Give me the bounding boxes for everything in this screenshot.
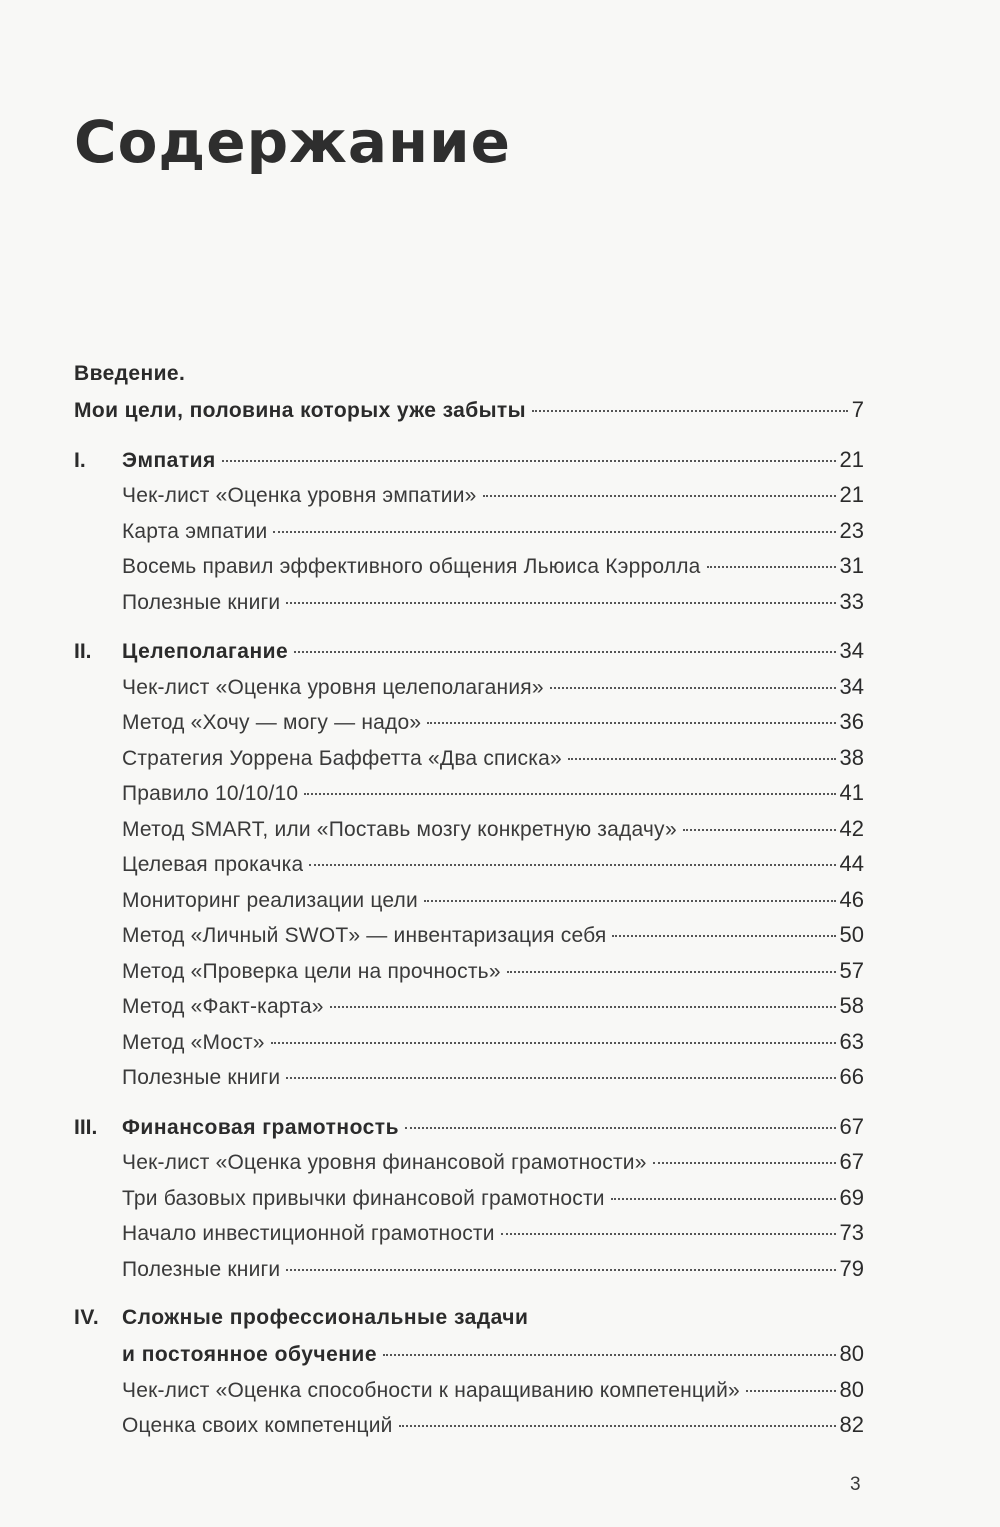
toc-entry-label: Метод SMART, или «Поставь мозгу конкретную задачу» <box>122 817 677 841</box>
leader-dots <box>483 494 836 497</box>
toc-entry-label: Стратегия Уоррена Баффетта «Два списка» <box>122 746 562 770</box>
toc-page-number: 50 <box>839 922 864 947</box>
toc-entry-label: Метод «Хочу — могу — надо» <box>122 711 422 734</box>
toc-page-number: 21 <box>839 482 864 507</box>
section-title: Финансовая грамотность <box>122 1115 399 1139</box>
toc-page-number: 7 <box>851 397 864 422</box>
toc-entry[interactable] <box>74 548 864 584</box>
toc-entry-label: Оценка своих компетенций <box>122 1414 393 1437</box>
toc-entry-label: Полезные книги <box>122 1257 281 1281</box>
toc-page-number: 82 <box>839 1412 864 1437</box>
toc-section-2[interactable] <box>74 633 864 669</box>
leader-dots <box>294 650 835 653</box>
toc-page-number: 63 <box>839 1028 864 1054</box>
leader-dots <box>427 721 835 724</box>
toc-entry-label: Метод «Личный SWOT» — инвентаризация себя <box>122 924 607 947</box>
table-of-contents <box>74 356 864 1443</box>
section-title-line1: Сложные профессиональные задачи <box>122 1306 529 1329</box>
toc-entry[interactable] <box>74 704 864 740</box>
toc-entry-label: Метод «Проверка цели на прочность» <box>122 959 501 983</box>
leader-dots <box>273 530 835 533</box>
page-number: 3 <box>850 1474 861 1495</box>
toc-entry[interactable] <box>74 917 864 953</box>
toc-entry-label: Восемь правил эффективного общения Льюиса Кэрролла <box>122 555 701 578</box>
toc-page-number: 73 <box>839 1220 864 1245</box>
toc-section-3[interactable] <box>74 1109 864 1145</box>
toc-page-number: 67 <box>839 1113 864 1139</box>
toc-entry-label: Карта эмпатии <box>122 519 268 543</box>
section-number: II. <box>74 640 92 663</box>
leader-dots <box>309 863 835 866</box>
section-title: Целеполагание <box>122 640 289 663</box>
toc-page-number: 31 <box>839 553 864 578</box>
section-title: Эмпатия <box>122 448 216 472</box>
toc-entry-label: Полезные книги <box>122 1066 281 1089</box>
toc-section-4[interactable] <box>74 1336 864 1372</box>
toc-entry-label: Чек-лист «Оценка уровня эмпатии» <box>122 484 477 507</box>
leader-dots <box>653 1161 836 1164</box>
toc-page-number: 42 <box>839 815 864 841</box>
toc-page-number: 41 <box>839 780 864 805</box>
toc-entry-label: Три базовых привычки финансовой грамотности <box>122 1186 605 1210</box>
toc-page-number: 34 <box>839 673 864 699</box>
leader-dots <box>532 409 848 412</box>
toc-entry[interactable] <box>74 811 864 847</box>
intro-heading: Введение. <box>74 362 186 385</box>
toc-entry-label: Правило 10/10/10 <box>122 782 299 805</box>
toc-entry[interactable] <box>74 1215 864 1251</box>
toc-page-number: 69 <box>839 1184 864 1210</box>
leader-dots <box>304 792 835 795</box>
toc-entry[interactable] <box>74 584 864 620</box>
toc-page-number: 38 <box>839 744 864 770</box>
toc-section-4-heading <box>74 1300 864 1336</box>
leader-dots <box>612 934 835 937</box>
leader-dots <box>330 1005 836 1008</box>
toc-entry[interactable] <box>74 953 864 989</box>
toc-entry[interactable] <box>74 1144 864 1180</box>
toc-page-number: 66 <box>839 1064 864 1089</box>
toc-entry[interactable] <box>74 1059 864 1095</box>
leader-dots <box>405 1126 836 1129</box>
leader-dots <box>286 1268 835 1271</box>
toc-page-number: 33 <box>839 588 864 614</box>
toc-entry[interactable] <box>74 846 864 882</box>
toc-page-number: 79 <box>839 1255 864 1281</box>
toc-page-number: 58 <box>839 993 864 1018</box>
toc-entry-label: Мониторинг реализации цели <box>122 888 418 912</box>
toc-entry-label: Метод «Факт-карта» <box>122 995 324 1018</box>
toc-section-1[interactable] <box>74 442 864 478</box>
leader-dots <box>286 601 835 604</box>
page-title: Содержание <box>74 108 512 176</box>
toc-entry-label: Полезные книги <box>122 590 281 614</box>
toc-page-number: 23 <box>839 517 864 543</box>
leader-dots <box>746 1389 836 1392</box>
leader-dots <box>568 757 836 760</box>
toc-page-number: 36 <box>839 709 864 734</box>
leader-dots <box>424 899 836 902</box>
leader-dots <box>286 1076 835 1079</box>
toc-entry[interactable] <box>74 882 864 918</box>
toc-page-number: 80 <box>839 1376 864 1402</box>
leader-dots <box>501 1232 836 1235</box>
toc-entry-label: Чек-лист «Оценка способности к наращиванию компетенций» <box>122 1378 740 1402</box>
toc-entry-label: Чек-лист «Оценка уровня финансовой грамотности» <box>122 1151 647 1174</box>
toc-page-number: 67 <box>839 1149 864 1174</box>
toc-entry[interactable] <box>74 1251 864 1287</box>
toc-entry[interactable] <box>74 1407 864 1443</box>
toc-entry-intro[interactable] <box>74 392 864 428</box>
toc-entry[interactable] <box>74 1372 864 1408</box>
section-number: III. <box>74 1115 98 1139</box>
leader-dots <box>707 565 836 568</box>
toc-entry[interactable] <box>74 988 864 1024</box>
leader-dots <box>271 1041 836 1044</box>
toc-entry[interactable] <box>74 477 864 513</box>
toc-page-number: 21 <box>839 446 864 472</box>
toc-entry[interactable] <box>74 740 864 776</box>
toc-entry-label: Чек-лист «Оценка уровня целеполагания» <box>122 675 544 699</box>
leader-dots <box>507 970 836 973</box>
toc-entry[interactable] <box>74 669 864 705</box>
toc-entry-label: Мои цели, половина которых уже забыты <box>74 399 526 422</box>
section-number: IV. <box>74 1306 100 1329</box>
leader-dots <box>550 686 836 689</box>
leader-dots <box>399 1424 836 1427</box>
section-number: I. <box>74 448 86 472</box>
leader-dots <box>222 459 836 462</box>
leader-dots <box>611 1197 836 1200</box>
toc-entry-label: Целевая прокачка <box>122 853 304 876</box>
leader-dots <box>683 828 836 831</box>
toc-page-number: 80 <box>839 1341 864 1366</box>
toc-page-number: 46 <box>839 886 864 912</box>
toc-page-number: 57 <box>839 957 864 983</box>
toc-entry[interactable] <box>74 513 864 549</box>
toc-entry[interactable] <box>74 1180 864 1216</box>
leader-dots <box>383 1353 835 1356</box>
toc-entry[interactable] <box>74 1024 864 1060</box>
section-title-line2: и постоянное обучение <box>122 1343 378 1366</box>
toc-page-number: 34 <box>839 638 864 663</box>
toc-entry-label: Метод «Мост» <box>122 1030 265 1054</box>
toc-entry-label: Начало инвестиционной грамотности <box>122 1222 495 1245</box>
toc-page-number: 44 <box>839 851 864 876</box>
toc-entry[interactable] <box>74 775 864 811</box>
